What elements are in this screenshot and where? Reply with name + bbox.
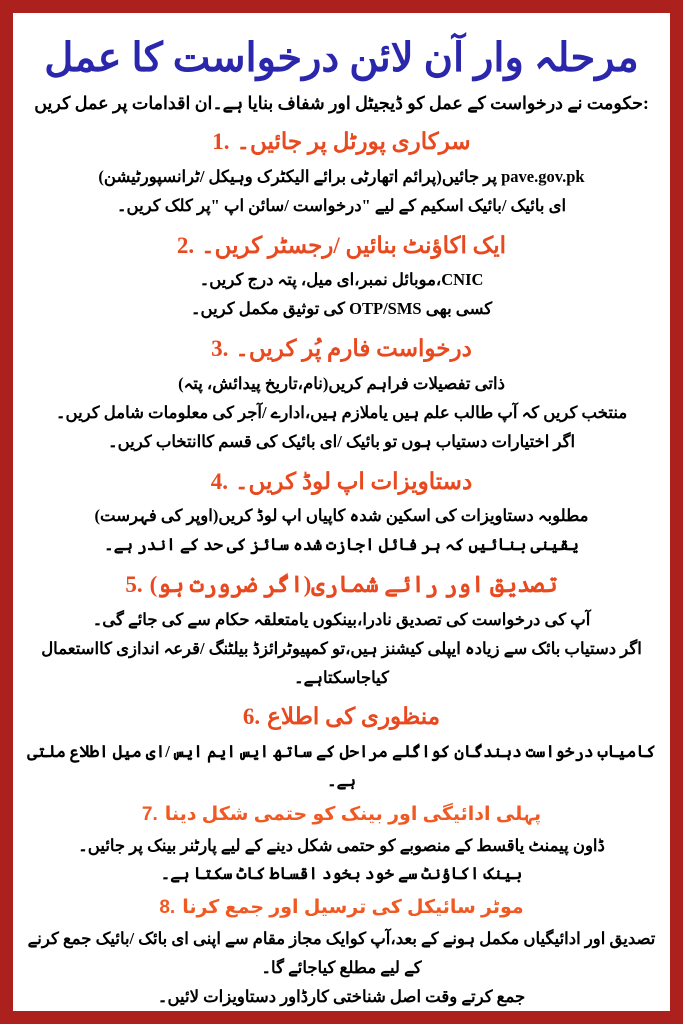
- step-2-line: CNIC،موبائل نمبر،ای میل، پتہ درج کریں۔: [199, 270, 484, 290]
- step-5-line: اگر دستیاب بائک سے زیادہ ایپلی کیشنز ہیں،تو کمپیوٹرائزڈ بیلٹنگ /قرعہ اندازی کااستعمال کیاجاسکتاہے۔: [41, 638, 642, 687]
- step-3: [23, 331, 660, 456]
- step-4-title: دستاویزات اپ لوڈ کریں۔: [235, 468, 473, 494]
- step-5-number: 5.: [125, 572, 143, 598]
- step-5-title: تصدیق اور رائے شماری(اگر ضرورت ہو): [149, 572, 558, 598]
- step-1-heading: [23, 124, 660, 161]
- step-4-line: مطلوبہ دستاویزات کی اسکین شدہ کاپیاں اپ لوڈ کریں(اوپر کی فہرست): [94, 506, 589, 526]
- step-5-line: آپ کی درخواست کی تصدیق نادرا،بینکوں یامتعلقہ حکام سے کی جائے گی۔: [92, 609, 591, 629]
- step-5-heading: [23, 567, 660, 604]
- step-4: [23, 464, 660, 561]
- step-3-number: 3.: [211, 336, 229, 362]
- step-2-title: ایک اکاؤنٹ بنائیں /رجسٹر کریں۔: [201, 232, 507, 258]
- step-7-title: پہلی ادائیگی اور بینک کو حتمی شکل دینا: [164, 804, 542, 826]
- step-6-line: کامیاب درخواست دہندگان کواگلے مراحل کے ساتھ ایس ایم ایس /ای میل اطلاع ملتی ہے۔: [27, 742, 656, 791]
- step-8-title: موٹر سائیکل کی ترسیل اور جمع کرنا: [182, 897, 524, 919]
- step-7-number: 7.: [141, 804, 158, 826]
- step-2-number: 2.: [176, 232, 195, 258]
- step-4-heading: [23, 464, 660, 501]
- step-6-number: 6.: [242, 704, 261, 730]
- step-6: [23, 699, 660, 796]
- step-8-number: 8.: [159, 897, 176, 919]
- step-1: [23, 124, 660, 221]
- step-3-line: اگر اختیارات دستیاب ہوں تو بائیک /ای بائیک کی قسم کاانتخاب کریں۔: [107, 431, 576, 451]
- step-6-title: منظوری کی اطلاع: [267, 704, 441, 730]
- step-1-title: سرکاری پورٹل پر جائیں۔: [236, 129, 471, 154]
- step-2: [23, 228, 660, 325]
- step-3-line: منتخب کریں کہ آپ طالب علم ہیں یاملازم ہیں،ادارے /آجر کی معلومات شامل کریں۔: [55, 402, 628, 422]
- step-5: [23, 567, 660, 692]
- step-8-line: جمع کرتے وقت اصل شناختی کارڈاور دستاویزات لائیں۔: [157, 986, 526, 1006]
- step-8-heading: [23, 894, 660, 923]
- step-7-line: ڈاون پیمنٹ یاقسط کے منصوبے کو حتمی شکل دینے کے لیے پارٹنر بینک پر جائیں۔: [78, 835, 605, 855]
- step-7: [23, 801, 660, 889]
- step-3-heading: [23, 331, 660, 368]
- step-3-line: ذاتی تفصیلات فراہم کریں(نام،تاریخ پیدائش، پتہ): [178, 373, 505, 393]
- step-1-line portal-url-text: pave.gov.pk پر جائیں(پرائم اتھارٹی برائے الیکٹرک وہیکل /ٹرانسپورٹیشن): [98, 166, 585, 186]
- step-4-line: یقینی بنائیں کہ ہر فائل اجازت شدہ سائز کی حد کے اندر ہے۔: [104, 535, 579, 555]
- step-2-line: کسی بھی OTP/SMS کی توثیق مکمل کریں۔: [190, 299, 493, 319]
- step-8-line: تصدیق اور ادائیگیاں مکمل ہونے کے بعد،آپ کوایک مجاز مقام سے اپنی ای بائک /بائیک جمع کرنے کے لیے مطلع کیاجائے گا۔: [27, 928, 656, 977]
- step-6-heading: [23, 699, 660, 736]
- step-7-line: بینک اکاؤنٹ سے خود بخود اقساط کاٹ سکتا ہے۔: [160, 864, 523, 884]
- step-3-title: درخواست فارم پُر کریں۔: [235, 336, 472, 362]
- step-1-line: ای بائیک /بائیک اسکیم کے لیے "درخواست /سائن اپ "پر کلک کریں۔: [116, 195, 567, 215]
- step-1-number: 1.: [212, 129, 230, 154]
- step-8: [23, 894, 660, 1011]
- page-title: مرحلہ وار آن لائن درخواست کا عمل: [44, 35, 639, 80]
- step-2-heading: [23, 228, 660, 265]
- page-subtitle: حکومت نے درخواست کے عمل کو ڈیجیٹل اور شفاف بنایا ہے۔ان اقدامات پر عمل کریں:: [34, 93, 649, 113]
- step-7-heading: [23, 801, 660, 830]
- step-4-number: 4.: [210, 468, 229, 494]
